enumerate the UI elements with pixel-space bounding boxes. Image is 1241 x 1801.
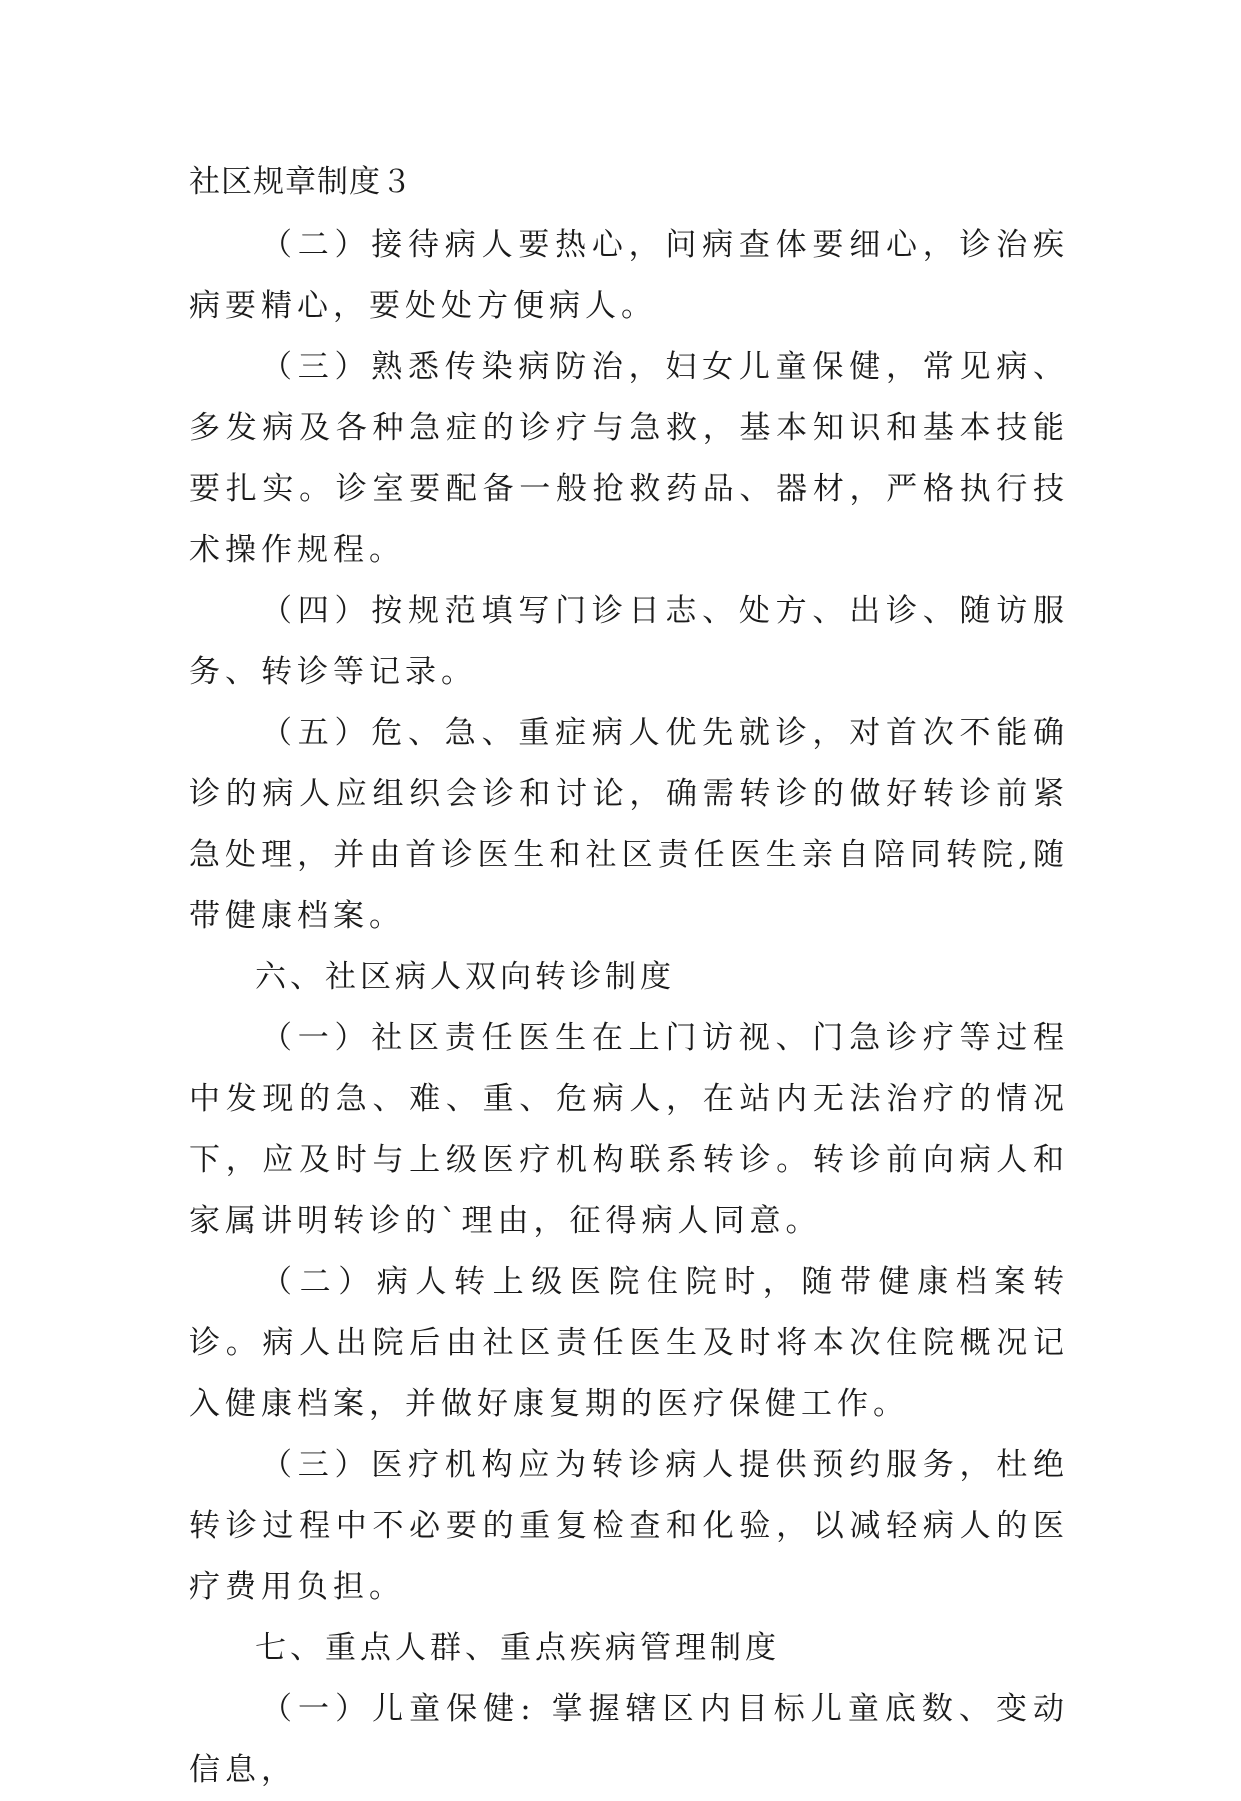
paragraph-2: （二）接待病人要热心，问病查体要细心，诊治疾病要精心，要处处方便病人。 <box>189 227 1069 324</box>
paragraph-6-1: （一）社区责任医生在上门访视、门急诊疗等过程中发现的急、难、重、危病人，在站内无法治疗的情况下，应及时与上级医疗机构联系转诊。转诊前向病人和家属讲明转诊的`理由，征得病人同意。 <box>189 1020 1069 1239</box>
paragraph-7-1: （一）儿童保健: 掌握辖区内目标儿童底数、变动信息， <box>189 1691 1069 1788</box>
paragraph-5: （五）危、急、重症病人优先就诊，对首次不能确诊的病人应组织会诊和讨论，确需转诊的做好转诊前紧急处理，并由首诊医生和社区责任医生亲自陪同转院,随带健康档案。 <box>189 715 1069 934</box>
paragraph-6-2: （二）病人转上级医院住院时，随带健康档案转诊。病人出院后由社区责任医生及时将本次住院概况记入健康档案，并做好康复期的医疗保健工作。 <box>189 1264 1069 1422</box>
paragraph-6-3: （三）医疗机构应为转诊病人提供预约服务，杜绝转诊过程中不必要的重复检查和化验，以减轻病人的医疗费用负担。 <box>189 1447 1069 1605</box>
section-heading-6: 六、社区病人双向转诊制度 <box>255 959 675 995</box>
section-heading-7: 七、重点人群、重点疾病管理制度 <box>255 1630 780 1666</box>
document-title: 社区规章制度３ <box>189 164 413 200</box>
document-body <box>189 160 1069 1801</box>
paragraph-3: （三）熟悉传染病防治，妇女儿童保健，常见病、多发病及各种急症的诊疗与急救，基本知识和基本技能要扎实。诊室要配备一般抢救药品、器材，严格执行技术操作规程。 <box>189 349 1069 568</box>
paragraph-4: （四）按规范填写门诊日志、处方、出诊、随访服务、转诊等记录。 <box>189 593 1069 690</box>
